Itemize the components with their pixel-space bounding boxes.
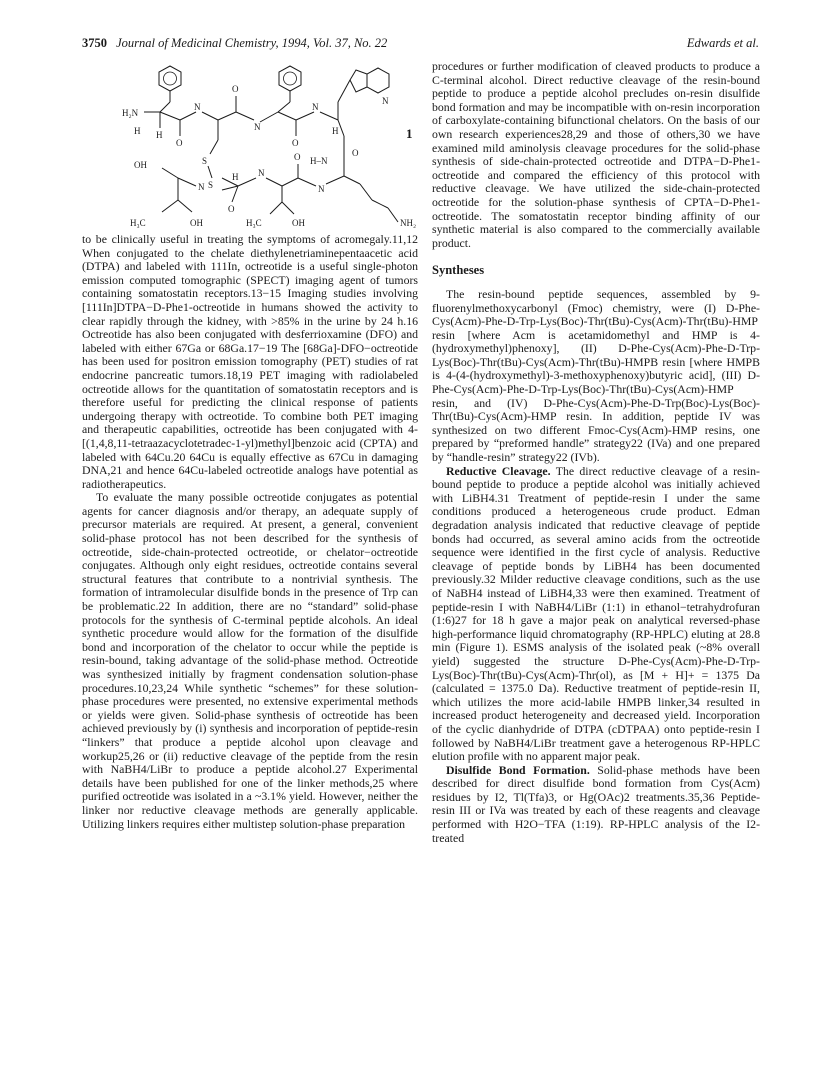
oxygen-label: O [292, 138, 299, 148]
bond [260, 112, 278, 122]
bond [202, 112, 218, 120]
hydroxyl-label: OH [292, 218, 305, 228]
paragraph: to be clinically useful in treating the symptoms of acromegaly.11,12 When conjugated to the chelate diethylenetriaminepentaacetic acid (DTPA) and labeled with 111In, octreotide is a useful single-photon emission computed tomographic (SPECT) imaging agent of tumors containing somatostatin receptors.13−15 Imaging studies involving [111In]DTPA−D-Phe1-octreotide in humans showed the activity to clear rapidly through the kidney, with >85% in the urine by 24 h.16 Octreotide has also been conjugated with desferrioxamine (DFO) and labeled with either 67Ga or 68Ga.17−19 The [68Ga]-DFO−octreotide has been used for positron emission tomography (PET) studies of rat endocrine pancreatic tumors.18,19 PET imaging with radiolabeled octreotide allows for the quantitation of somatostatin receptors and is therefore useful for predicting the clinical response of patients undergoing therapy with octreotide. To combine both PET imaging and therapeutic capabilities, octreotide has been conjugated with 4-[(1,4,8,11-tetraazacyclotetradec-1-yl)methyl]benzoic acid (CPTA) and labeled with 64Cu.20 64Cu is equally effective as 67Cu in damaging DNA,21 and hence 64Cu-labeled octreotide analogs have potential as radiotherapeutics. [82, 232, 418, 491]
methyl-label: H₃C [246, 218, 262, 228]
section-heading-syntheses: Syntheses [432, 263, 485, 278]
aromatic-circle [164, 72, 177, 85]
amide-nh-label: H–N [310, 156, 328, 166]
bond [320, 112, 338, 120]
aromatic-circle [284, 72, 297, 85]
amine-label: H₂N [122, 108, 139, 118]
paragraph: The resin-bound peptide sequences, assembled by 9-fluorenylmethoxycarbonyl (Fmoc) chemistry, were (I) D-Phe-Cys(Acm)-Phe-D-Trp-Lys(Boc)-Thr(tBu)-Cys(Acm)-Thr(tBu)-HMP resin [where Acm is acetamidomethyl and HMP is 4-(hydroxymethyl)phenoxy], (II) D-Phe-Cys(Acm)-Phe-D-Trp-Lys(Boc)-Thr(tBu)-Cys(Acm)-Thr(tBu)-HMPB resin [where HMPB is 4-(4-(hydroxymethyl)-3-methoxyphenoxy)butyric acid], (III) D-Phe-Cys(Acm)-Phe-D-Trp-Lys(Boc)-Thr(tBu)-Cys(Acm)-HMP resin, and (IV) D-Phe-Cys(Acm)-Phe-D-Trp(Boc)-Lys(Boc)-Thr(tBu)-Cys(Acm)-HMP resin. In addition, peptide IV was synthesized on two different Fmoc-Cys(Acm)-HMP resins, one prepared by “preformed handle” strategy22 (IVa) and one prepared by “handle-resin” strategy22 (IVb). [432, 286, 760, 465]
paragraph-text: Solid-phase methods have been described for direct disulfide bond formation from Cys(Acm) residues by I2, Tl(Tfa)3, or Hg(OAc)2 treatments.35,36 Peptide-resin III or IVa was treated by each of these reagents and cleavage performed with H2O−TFA (1:19). RP-HPLC analysis of the I2-treated [432, 762, 760, 845]
run-in-heading-disulfide: Disulfide Bond Formation. [446, 762, 590, 777]
sulfur-label: S [208, 180, 214, 190]
oxygen-label: O [176, 138, 183, 148]
bond [388, 208, 398, 222]
bond [326, 176, 344, 184]
hydroxyl-label: OH [134, 160, 147, 170]
journal-citation: Journal of Medicinal Chemistry, 1994, Vol. 37, No. 22 [116, 36, 388, 50]
oxygen-label: O [352, 148, 359, 158]
bond [222, 186, 238, 190]
benzene-ring [159, 66, 181, 91]
bond [338, 120, 344, 136]
page-number: 3750 [82, 36, 107, 50]
bond [360, 184, 372, 200]
bond [210, 140, 218, 154]
bond [208, 166, 212, 178]
nitrogen-label: N [198, 182, 205, 192]
bond [282, 202, 294, 214]
bond [178, 200, 192, 212]
bond [218, 112, 236, 120]
nitrogen-label: N [254, 122, 261, 132]
paragraph [432, 465, 760, 764]
bond [162, 200, 178, 212]
hydrogen-label: H [134, 126, 141, 136]
bond [238, 178, 256, 186]
bond [296, 112, 314, 120]
compound-number: 1 [406, 126, 413, 141]
chemical-structure-drawing [82, 60, 418, 230]
bond [178, 178, 196, 186]
nitrogen-label: N [318, 184, 325, 194]
hydrogen-label: H [232, 172, 239, 182]
bond [344, 176, 360, 184]
nitrogen-label: N [382, 96, 389, 106]
left-column [82, 233, 418, 831]
paragraph-text: The direct reductive cleavage of a resin-bound peptide to produce a peptide alcohol was initially achieved with LiBH4.31 Treatment of peptide-resin I under the same conditions produced a heterogeneous crude product. Edman degradation analysis indicated that reductive cleavage of peptide bonds had occurred, as several amino acids from the octreotide sequence were identified in the first cycle of analysis. Reductive cleavage of peptide bonds by LiBH4 has been documented previously.32 Milder reductive cleavage conditions, such as the use of NaBH4 instead of LiBH4,33 were then examined. Treatment of peptide-resin I with NaBH4/LiBr (1:1) in ethanol−tetrahydrofuran (1:6)27 for 18 h gave a major peak on analytical reversed-phase high-performance liquid chromatography (RP-HPLC) eluting at 28.8 min (Figure 1). ESMS analysis of the isolated peak (~8% overall yield) suggested the structure D-Phe-Cys(Acm)-Phe-D-Trp-Lys(Boc)-Thr(tBu)-Cys(Acm)-Thr(ol), as [M + H]+ = 1375 Da (calculated = 1375.0 Da). Reductive treatment of peptide-resin II, which utilizes the more acid-labile HMPB linker,34 resulted in increased product heterogeneity and decreased yield. Incorporation of the cyclic dianhydride of DTPA (cDTPAA) onto peptide-resin I followed by NaBH4/LiBr treatment gave a heterogenous RP-HPLC elution profile with no apparent major peak. [432, 463, 760, 764]
bond [236, 112, 254, 120]
run-in-heading-reductive-cleavage: Reductive Cleavage. [446, 463, 551, 478]
bond [232, 186, 238, 202]
indole-pyrrole-ring [350, 70, 367, 92]
paragraph: procedures or further modification of cleaved products to produce a C-terminal alcohol. Direct reductive cleavage of the resin-bound peptide to produce a peptide alcohol precludes on-resin disulfide bond formation and may be incompatible with on-resin incorporation of carboxylate-containing bifunctional chelators. On the basis of our own research experiences28,29 and those of others,30 we have examined mild aminolysis cleavage procedures for the solid-phase synthesis of side-chain-protected octreotide and DTPA−D-Phe1-octreotide and compared the efficiency of this protocol with reductive cleavage. We have utilized the side-chain-protected octreotide for the solution-phase synthesis of CPTA−D-Phe1-octreotide. The somatostatin receptor binding affinity of our synthetic material is also compared to the commercially available product. [432, 59, 760, 250]
nitrogen-label: N [194, 102, 201, 112]
oxygen-label: O [294, 152, 301, 162]
bond [180, 112, 196, 120]
bond [160, 102, 170, 112]
hydrogen-label: H [156, 130, 163, 140]
bond [372, 200, 388, 208]
running-head-left [82, 36, 387, 51]
bond [298, 178, 316, 186]
hydrogen-label: H [332, 126, 339, 136]
nitrogen-label: N [258, 168, 265, 178]
oxygen-label: O [232, 84, 239, 94]
benzene-ring [279, 66, 301, 91]
octreotide-structure-figure [82, 60, 418, 230]
sulfur-label: S [202, 156, 208, 166]
bond [160, 112, 180, 120]
hydroxyl-label: OH [190, 218, 203, 228]
oxygen-label: O [228, 204, 235, 214]
paragraph [432, 764, 760, 846]
bond [278, 112, 296, 120]
running-head [82, 36, 759, 54]
bond [278, 102, 290, 112]
methyl-label: H₃C [130, 218, 146, 228]
bond [338, 80, 350, 102]
indole-benzene-ring [367, 68, 389, 93]
nitrogen-label: N [312, 102, 319, 112]
right-column [432, 60, 760, 845]
bond [266, 178, 282, 186]
bond [270, 202, 282, 214]
bond [162, 168, 178, 178]
bond [282, 178, 298, 186]
lysine-amine-label: NH₂ [400, 218, 417, 228]
author-running-head: Edwards et al. [686, 36, 759, 50]
paragraph: To evaluate the many possible octreotide conjugates as potential agents for cancer diagnosis and/or therapy, an adequate supply of precursor materials are required. At present, a general, convenient solid-phase protocol has not been described for the synthesis of octreotide, side-chain-protected octreotide, or chelator−octreotide conjugates. Although only eight residues, octreotide contains several structural features that contribute to a nontrivial synthesis. The formation of intramolecular disulfide bonds in the presence of Trp can be problematic.22 In addition, there are no “standard” solid-phase protocols for the synthesis of C-terminal peptide alcohols. An ideal synthetic procedure would allow for the formation of the disulfide bond and incorporation of the chelator to occur while the peptide is resin-bound, taking advantage of the solid-phase method. Octreotide was synthesized initially by fragment condensation solution-phase procedures.10,23,24 While synthetic “schemes” for these solution-phase procedures were presented, no extensive experimental methods or yields were given. Solid-phase synthesis of octreotide has been achieved previously by (i) synthesis and incorporation of peptide-resin “linkers” that produce a peptide alcohol upon cleavage and workup25,26 or (ii) reductive cleavage of the peptide from the resin with NaBH4/LiBr to produce a peptide alcohol.27 Experimental details have been published for one of the linker methods,25 where purified octreotide was isolated in a ~3.1% yield. However, neither the linker nor reductive cleavage methods are generally applicable. Utilizing linkers requires either multistep solution-phase preparation [82, 490, 418, 831]
